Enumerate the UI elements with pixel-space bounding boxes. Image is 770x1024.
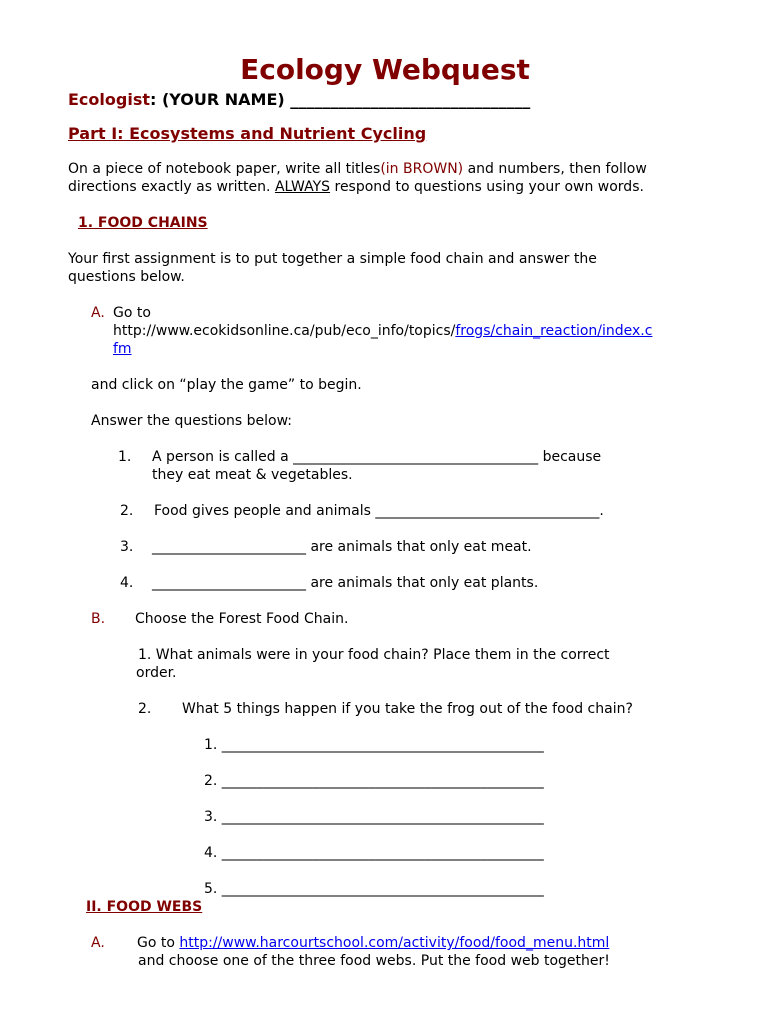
question-number: 3.: [120, 539, 134, 555]
item-2a-marker: A.: [91, 935, 105, 951]
question-4: ______________________ are animals that only eat plants.: [152, 575, 539, 591]
item-2a-goto: Go to: [137, 935, 180, 951]
ecologist-label: Ecologist: [68, 90, 150, 109]
click-play-text: and click on “play the game” to begin.: [91, 377, 362, 393]
item-a-marker: A.: [91, 305, 105, 321]
assignment-line-1: Your first assignment is to put together a simple food chain and answer the: [68, 251, 597, 267]
part1-heading: Part I: Ecosystems and Nutrient Cycling: [68, 124, 427, 143]
intro-text: directions exactly as written.: [68, 179, 275, 195]
answer-blank-line: 5. ______________________________________________: [204, 881, 544, 897]
section1-heading: 1. FOOD CHAINS: [78, 215, 208, 231]
ecologist-line: [68, 90, 530, 110]
b-question-1-line-2: order.: [136, 665, 177, 681]
b-question-2: What 5 things happen if you take the frog out of the food chain?: [182, 701, 633, 717]
answer-below-text: Answer the questions below:: [91, 413, 293, 429]
question-number: 1.: [118, 449, 132, 465]
question-3: ______________________ are animals that only eat meat.: [152, 539, 532, 555]
item-a-goto: Go to: [113, 305, 151, 321]
url1-line: [113, 322, 652, 340]
url2-link[interactable]: http://www.harcourtschool.com/activity/food/food_menu.html: [179, 935, 610, 951]
intro-text: On a piece of notebook paper, write all titles: [68, 161, 381, 177]
item-b-marker: B.: [91, 611, 106, 627]
b-question-1-line-1: 1. What animals were in your food chain? Place them in the correct: [138, 647, 610, 663]
intro-line-1: [68, 160, 647, 178]
question-2: Food gives people and animals ________________________________.: [154, 503, 604, 519]
intro-line-2: [68, 178, 644, 196]
answer-blank-line: 4. ______________________________________________: [204, 845, 544, 861]
assignment-line-2: questions below.: [68, 269, 185, 285]
always-emphasis: ALWAYS: [274, 179, 331, 195]
question-number: 4.: [120, 575, 134, 591]
page-title: Ecology Webquest: [240, 53, 530, 86]
answer-blank-line: 2. ______________________________________________: [204, 773, 544, 789]
question-1-line-1: A person is called a ___________________________________ because: [152, 449, 602, 465]
url1-link[interactable]: frogs/chain_reaction/index.c: [455, 323, 653, 339]
name-placeholder: : (YOUR NAME): [150, 90, 291, 109]
name-blank: ______________________________: [290, 90, 531, 109]
url1-plain: http://www.ecokidsonline.ca/pub/eco_info/topics/: [113, 323, 456, 339]
item-2a-line-2: and choose one of the three food webs. Put the food web together!: [138, 953, 610, 969]
item-2a-line-1: [137, 934, 609, 952]
item-b-text: Choose the Forest Food Chain.: [135, 611, 349, 627]
question-number: 2.: [120, 503, 134, 519]
intro-text: respond to questions using your own words.: [330, 179, 644, 195]
answer-blank-line: 1. ______________________________________________: [204, 737, 544, 753]
answer-blank-line: 3. ______________________________________________: [204, 809, 544, 825]
in-brown-note: (in BROWN): [380, 161, 464, 177]
question-number: 2.: [138, 701, 152, 717]
url1-link-continued[interactable]: fm: [113, 341, 132, 357]
section2-heading: II. FOOD WEBS: [86, 899, 203, 915]
intro-text: and numbers, then follow: [463, 161, 647, 177]
question-1-line-2: they eat meat & vegetables.: [152, 467, 353, 483]
